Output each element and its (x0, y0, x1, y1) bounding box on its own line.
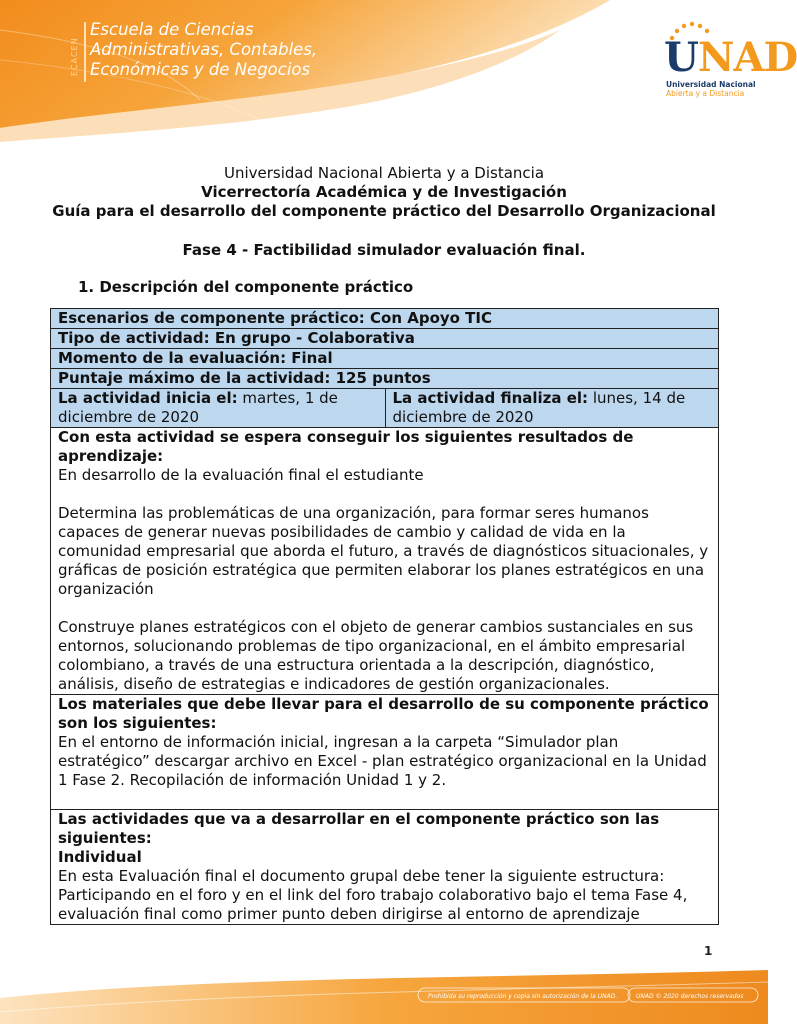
outcome-paragraph: Construye planes estratégicos con el objeto de generar cambios sustanciales en sus entornos, solucionando problemas de tipo organizacional, en el ámbito empresarial colombiano, a través de una estructura orientada a la descripción, diagnóstico, análisis, diseño de estrategias e indicadores de gestión organizacionales. (58, 618, 694, 693)
section-heading: 1. Descripción del componente práctico (78, 278, 414, 296)
activities-row (51, 810, 718, 925)
header-banner (0, 0, 797, 150)
learning-outcomes-row (51, 428, 718, 695)
individual-heading: Individual (58, 848, 142, 866)
start-date-cell (51, 389, 385, 427)
logo-subtitle-1: Universidad Nacional (666, 80, 756, 89)
evaluation-moment-row: Momento de la evaluación: Final (51, 349, 718, 369)
logo-subtitle-2: Abierta y a Distancia (666, 89, 745, 98)
scenarios-row: Escenarios de componente práctico: Con Apoyo TIC (51, 309, 718, 329)
max-score-row: Puntaje máximo de la actividad: 125 puntos (51, 369, 718, 389)
blank-line (58, 790, 711, 809)
school-acronym: ECACEN (70, 37, 79, 77)
copyright-note: UNAD © 2020 derechos reservados (636, 993, 744, 1000)
logo-wordmark: UNAD (664, 34, 797, 81)
phase-title: Fase 4 - Factibilidad simulador evaluación final. (182, 241, 586, 259)
activities-text: En esta Evaluación final el documento grupal debe tener la siguiente estructura: Participando en el foro y en el link del foro trabajo colaborativo bajo el tema Fase 4, evaluación final como primer punto deben dirigirse al entorno de aprendizaje (58, 867, 688, 923)
school-divider (84, 22, 86, 82)
unad-logo (652, 18, 797, 98)
materials-row (51, 695, 718, 810)
university-title: Universidad Nacional Abierta y a Distancia (223, 164, 545, 182)
outcomes-heading: Con esta actividad se espera conseguir los siguientes resultados de aprendizaje: (58, 428, 634, 465)
document-titles (0, 164, 768, 221)
outcome-paragraph: Determina las problemáticas de una organización, para formar seres humanos capaces de generar nuevas posibilidades de cambio y calidad de vida en la comunidad empresarial que aborda el futuro, a través de diagnósticos situacionales, y gráficas de posición estratégica que permiten elaborar los planes estratégicos en una organización (58, 504, 709, 598)
materials-text: En el entorno de información inicial, ingresan a la carpeta “Simulador plan estratégico” descargar archivo en Excel - plan estratégico organizacional en la Unidad 1 Fase 2. Recopilación de información Unidad 1 y 2. (58, 733, 707, 789)
materials-heading: Los materiales que debe llevar para el desarrollo de su componente práctico son los siguientes: (58, 695, 709, 732)
activity-type-row: Tipo de actividad: En grupo - Colaborativa (51, 329, 718, 349)
start-date-label: La actividad inicia el: (58, 389, 238, 407)
outcomes-intro: En desarrollo de la evaluación final el estudiante (58, 466, 424, 484)
page-number: 1 (704, 944, 713, 958)
school-name-line: Escuela de Ciencias (90, 20, 254, 39)
school-name-line: Administrativas, Contables, (90, 40, 318, 59)
activities-heading: Las actividades que va a desarrollar en el componente práctico son las siguientes: (58, 810, 660, 847)
start-date-value: martes, 1 de diciembre de 2020 (58, 389, 338, 426)
school-name (90, 20, 317, 80)
school-name-line: Económicas y de Negocios (90, 60, 311, 79)
end-date-value: lunes, 14 de diciembre de 2020 (392, 389, 686, 426)
vicerrectoria-title: Vicerrectoría Académica y de Investigación (201, 183, 567, 201)
end-date-cell (385, 389, 719, 427)
practical-component-table (50, 308, 719, 925)
guide-title: Guía para el desarrollo del componente práctico del Desarrollo Organizacional (52, 202, 716, 220)
end-date-label: La actividad finaliza el: (392, 389, 589, 407)
dates-row (51, 389, 718, 428)
copy-restriction-note: Prohibida su reproducción y copia sin autorización de la UNAD. (428, 993, 618, 1000)
